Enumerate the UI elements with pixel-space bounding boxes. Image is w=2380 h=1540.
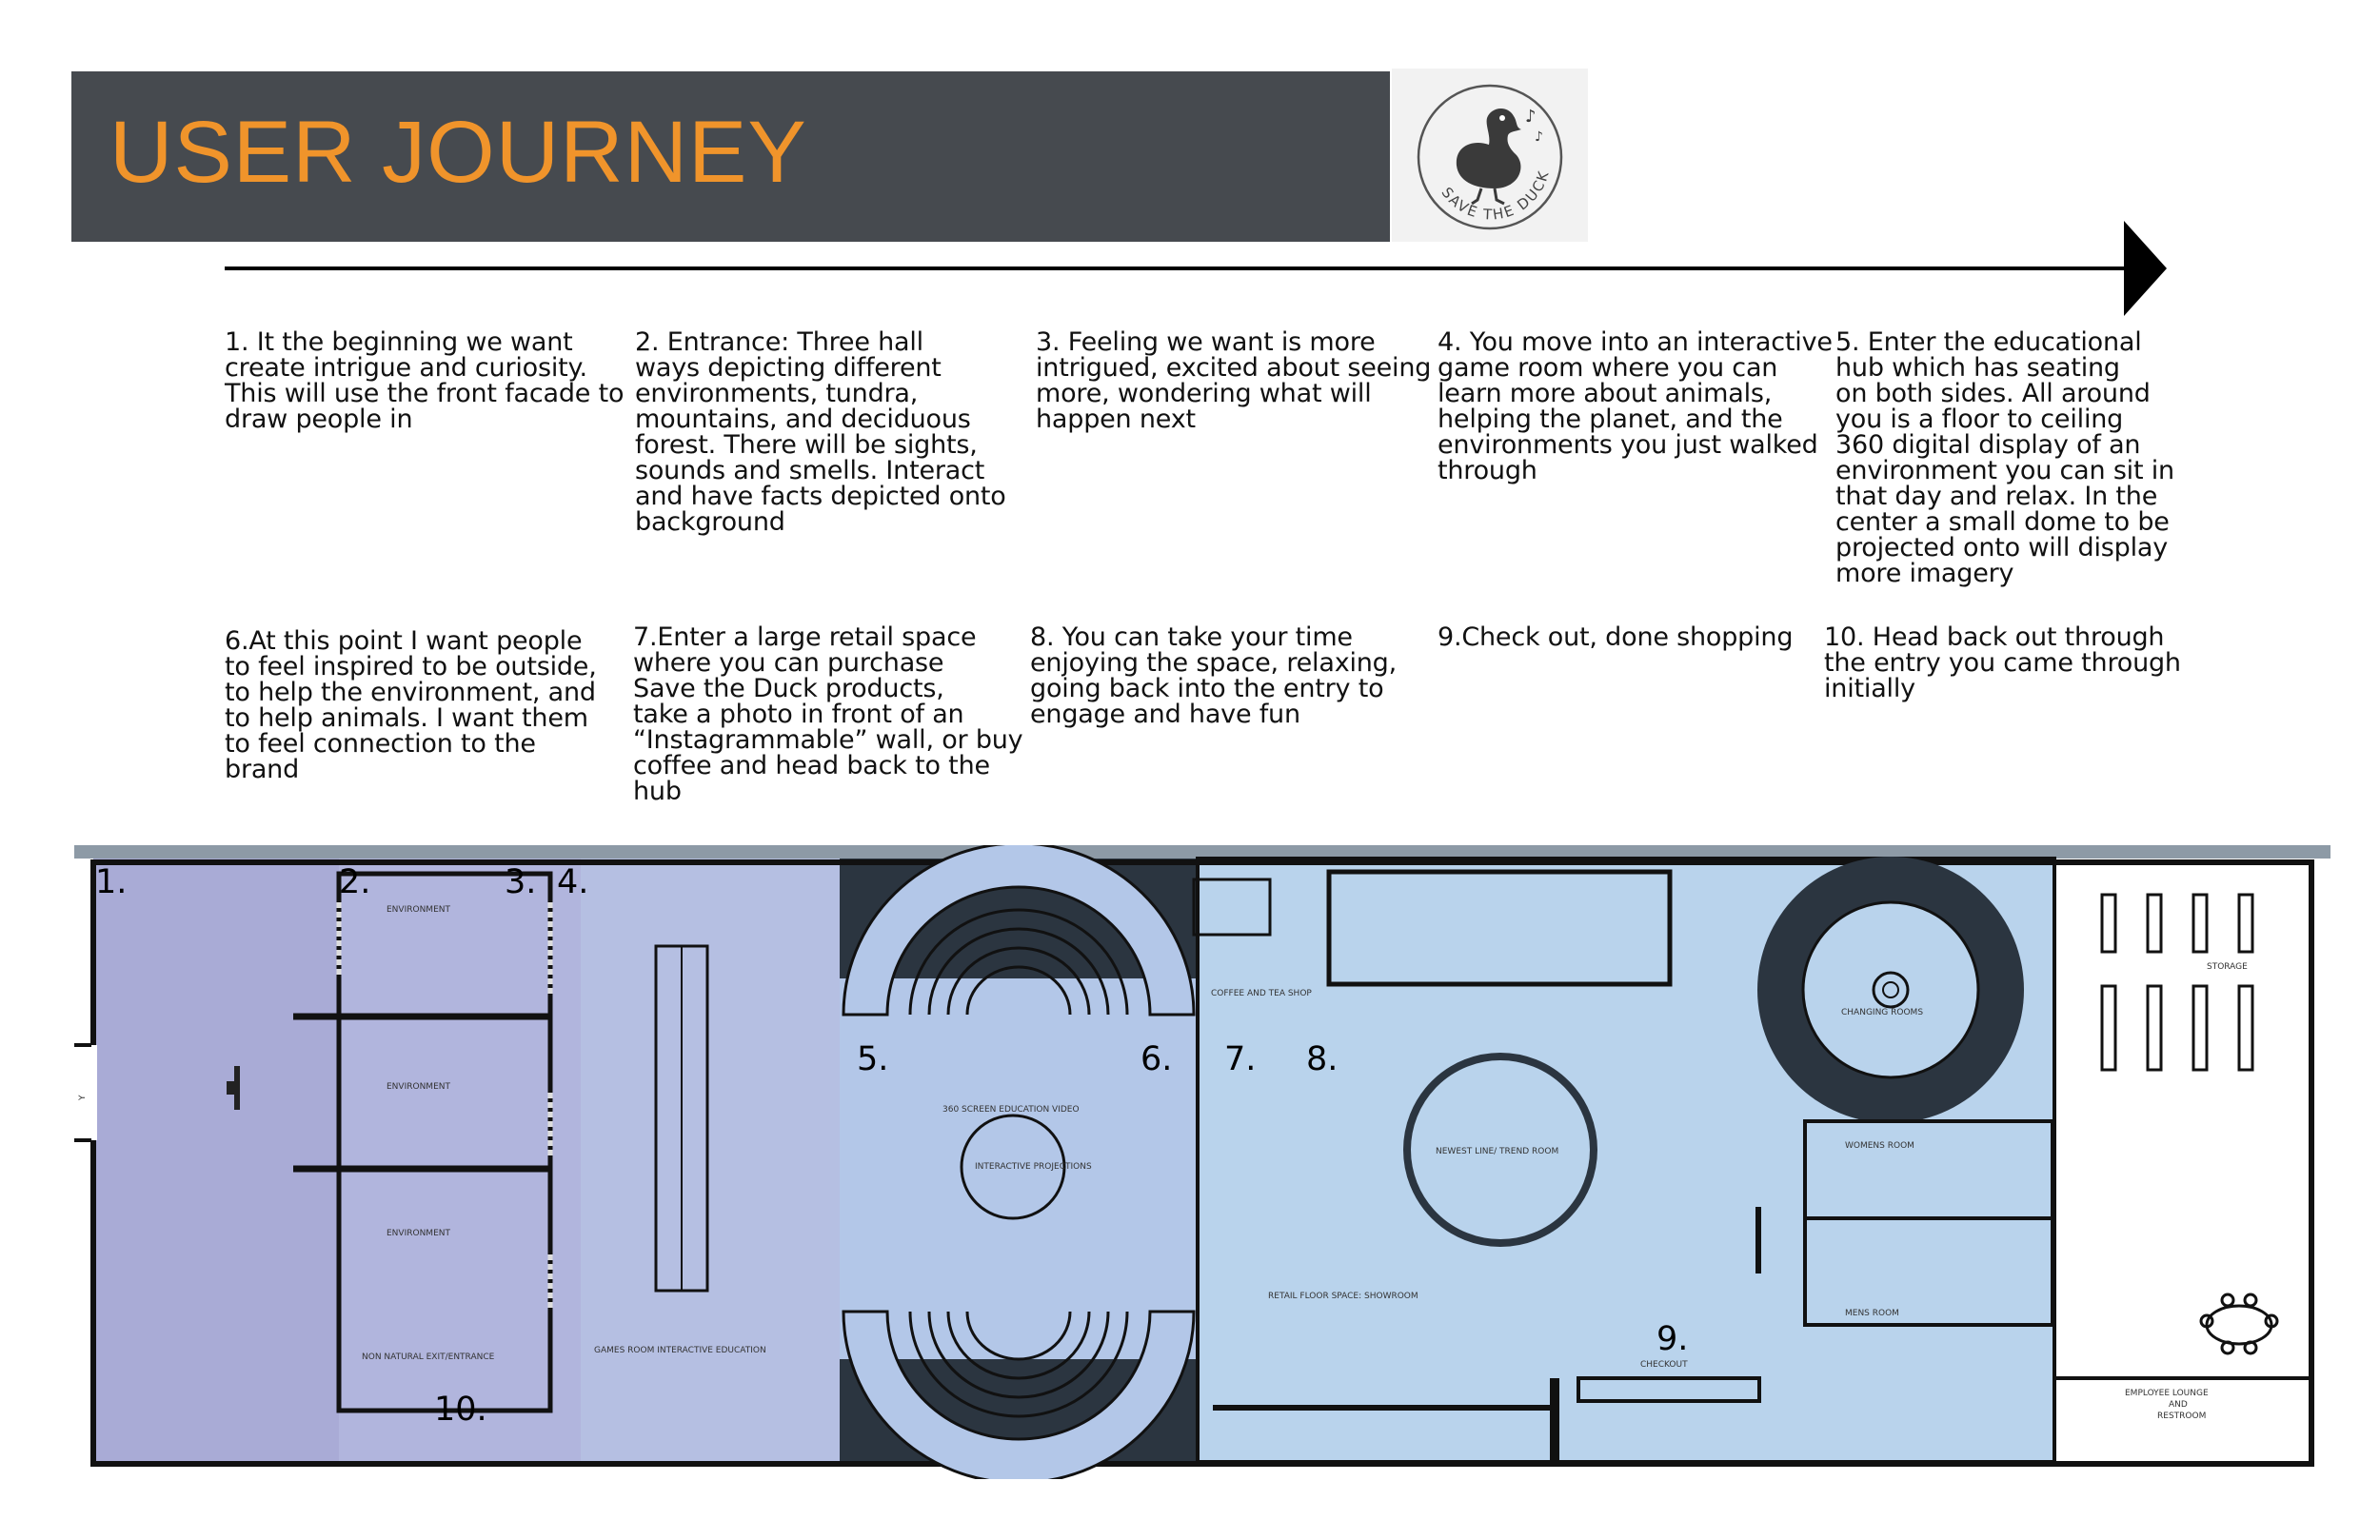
marker-1: 1. (95, 863, 128, 901)
zone-games (581, 859, 840, 1462)
svg-text:CHECKOUT: CHECKOUT (1640, 1360, 1688, 1370)
svg-text:♪: ♪ (1525, 107, 1537, 127)
journey-step-9: 9.Check out, done shopping (1438, 622, 1794, 652)
front-door (74, 1045, 97, 1140)
svg-text:RETAIL FLOOR SPACE: SHOWROOM: RETAIL FLOOR SPACE: SHOWROOM (1268, 1292, 1418, 1301)
journey-step-10: 10. Head back out through the entry you came through initially (1824, 622, 2181, 703)
marker-4: 4. (557, 863, 589, 901)
svg-text:COFFEE AND TEA SHOP: COFFEE AND TEA SHOP (1211, 989, 1312, 998)
svg-text:ENVIRONMENT: ENVIRONMENT (387, 1082, 450, 1092)
marker-9: 9. (1656, 1320, 1689, 1358)
svg-text:♪: ♪ (1535, 129, 1543, 145)
journey-step-6: 6.At this point I want people to feel inspired to be outside, to help the environment, and to help animals. I want them to feel connection to the brand (225, 626, 597, 784)
marker-3: 3. (505, 863, 537, 901)
svg-text:ENVIRONMENT: ENVIRONMENT (387, 905, 450, 915)
journey-step-8: 8. You can take your time enjoying the space, relaxing, going back into the entry to engage and have fun (1030, 622, 1398, 729)
svg-text:NEWEST LINE/ TREND ROOM: NEWEST LINE/ TREND ROOM (1436, 1147, 1559, 1156)
journey-step-5: 5. Enter the educational hub which has seating on both sides. All around you is a floor to ceiling 360 digital display of an environment you can sit in that day and relax. In the center a small dome to be projected onto will display more imagery (1835, 327, 2174, 588)
zone-storage (2054, 859, 2311, 1462)
svg-text:STORAGE: STORAGE (2207, 962, 2248, 972)
roof-strip (74, 845, 2330, 859)
svg-text:SAVE THE DUCK: SAVE THE DUCK (1438, 168, 1553, 224)
svg-text:AND: AND (2169, 1400, 2188, 1410)
marker-7: 7. (1224, 1040, 1257, 1078)
timeline-arrow (225, 221, 2167, 316)
svg-text:NON NATURAL EXIT/ENTRANCE: NON NATURAL EXIT/ENTRANCE (362, 1352, 495, 1362)
marker-8: 8. (1306, 1040, 1339, 1078)
journey-step-7: 7.Enter a large retail space where you can purchase Save the Duck products, take a photo in front of an “Instagrammable” wall, or buy coffee and head back to the hub (633, 622, 1023, 806)
journey-step-4: 4. You move into an interactive game room where you can learn more about animals, helping the planet, and the environments you just walked through (1438, 327, 1833, 485)
svg-text:ENVIRONMENT: ENVIRONMENT (387, 1229, 450, 1238)
svg-text:360 SCREEN EDUCATION VIDEO: 360 SCREEN EDUCATION VIDEO (942, 1105, 1080, 1115)
svg-text:Y: Y (78, 1095, 88, 1100)
logo (1392, 69, 1588, 242)
svg-text:RESTROOM: RESTROOM (2157, 1412, 2207, 1421)
zone-entry (93, 859, 339, 1462)
page-title: USER JOURNEY (109, 104, 807, 201)
journey-step-3: 3. Feeling we want is more intrigued, excited about seeing more, wondering what will happen next (1036, 327, 1432, 434)
changing-rooms (1757, 857, 2024, 1123)
zone-halls (339, 859, 581, 1462)
marker-2: 2. (339, 863, 371, 901)
journey-step-1: 1. It the beginning we want create intrigue and curiosity. This will use the front facade to draw people in (225, 327, 625, 434)
marker-5: 5. (857, 1040, 889, 1078)
journey-step-2: 2. Entrance: Three hall ways depicting different environments, tundra, mountains, and deciduous forest. There will be sights, sounds and smells. Interact and have facts depicted onto background (635, 327, 1006, 537)
marker-6: 6. (1140, 1040, 1173, 1078)
marker-10: 10. (434, 1391, 487, 1429)
svg-text:WOMENS ROOM: WOMENS ROOM (1845, 1141, 1914, 1151)
svg-text:EMPLOYEE LOUNGE: EMPLOYEE LOUNGE (2125, 1389, 2209, 1398)
svg-text:GAMES ROOM INTERACTIVE EDUCATI: GAMES ROOM INTERACTIVE EDUCATION (594, 1346, 766, 1355)
duck-logo-icon (1392, 69, 1588, 242)
svg-text:INTERACTIVE PROJECTIONS: INTERACTIVE PROJECTIONS (975, 1162, 1092, 1172)
floor-plan (74, 845, 2330, 1479)
svg-text:CHANGING ROOMS: CHANGING ROOMS (1841, 1008, 1924, 1017)
svg-text:MENS ROOM: MENS ROOM (1845, 1309, 1899, 1318)
